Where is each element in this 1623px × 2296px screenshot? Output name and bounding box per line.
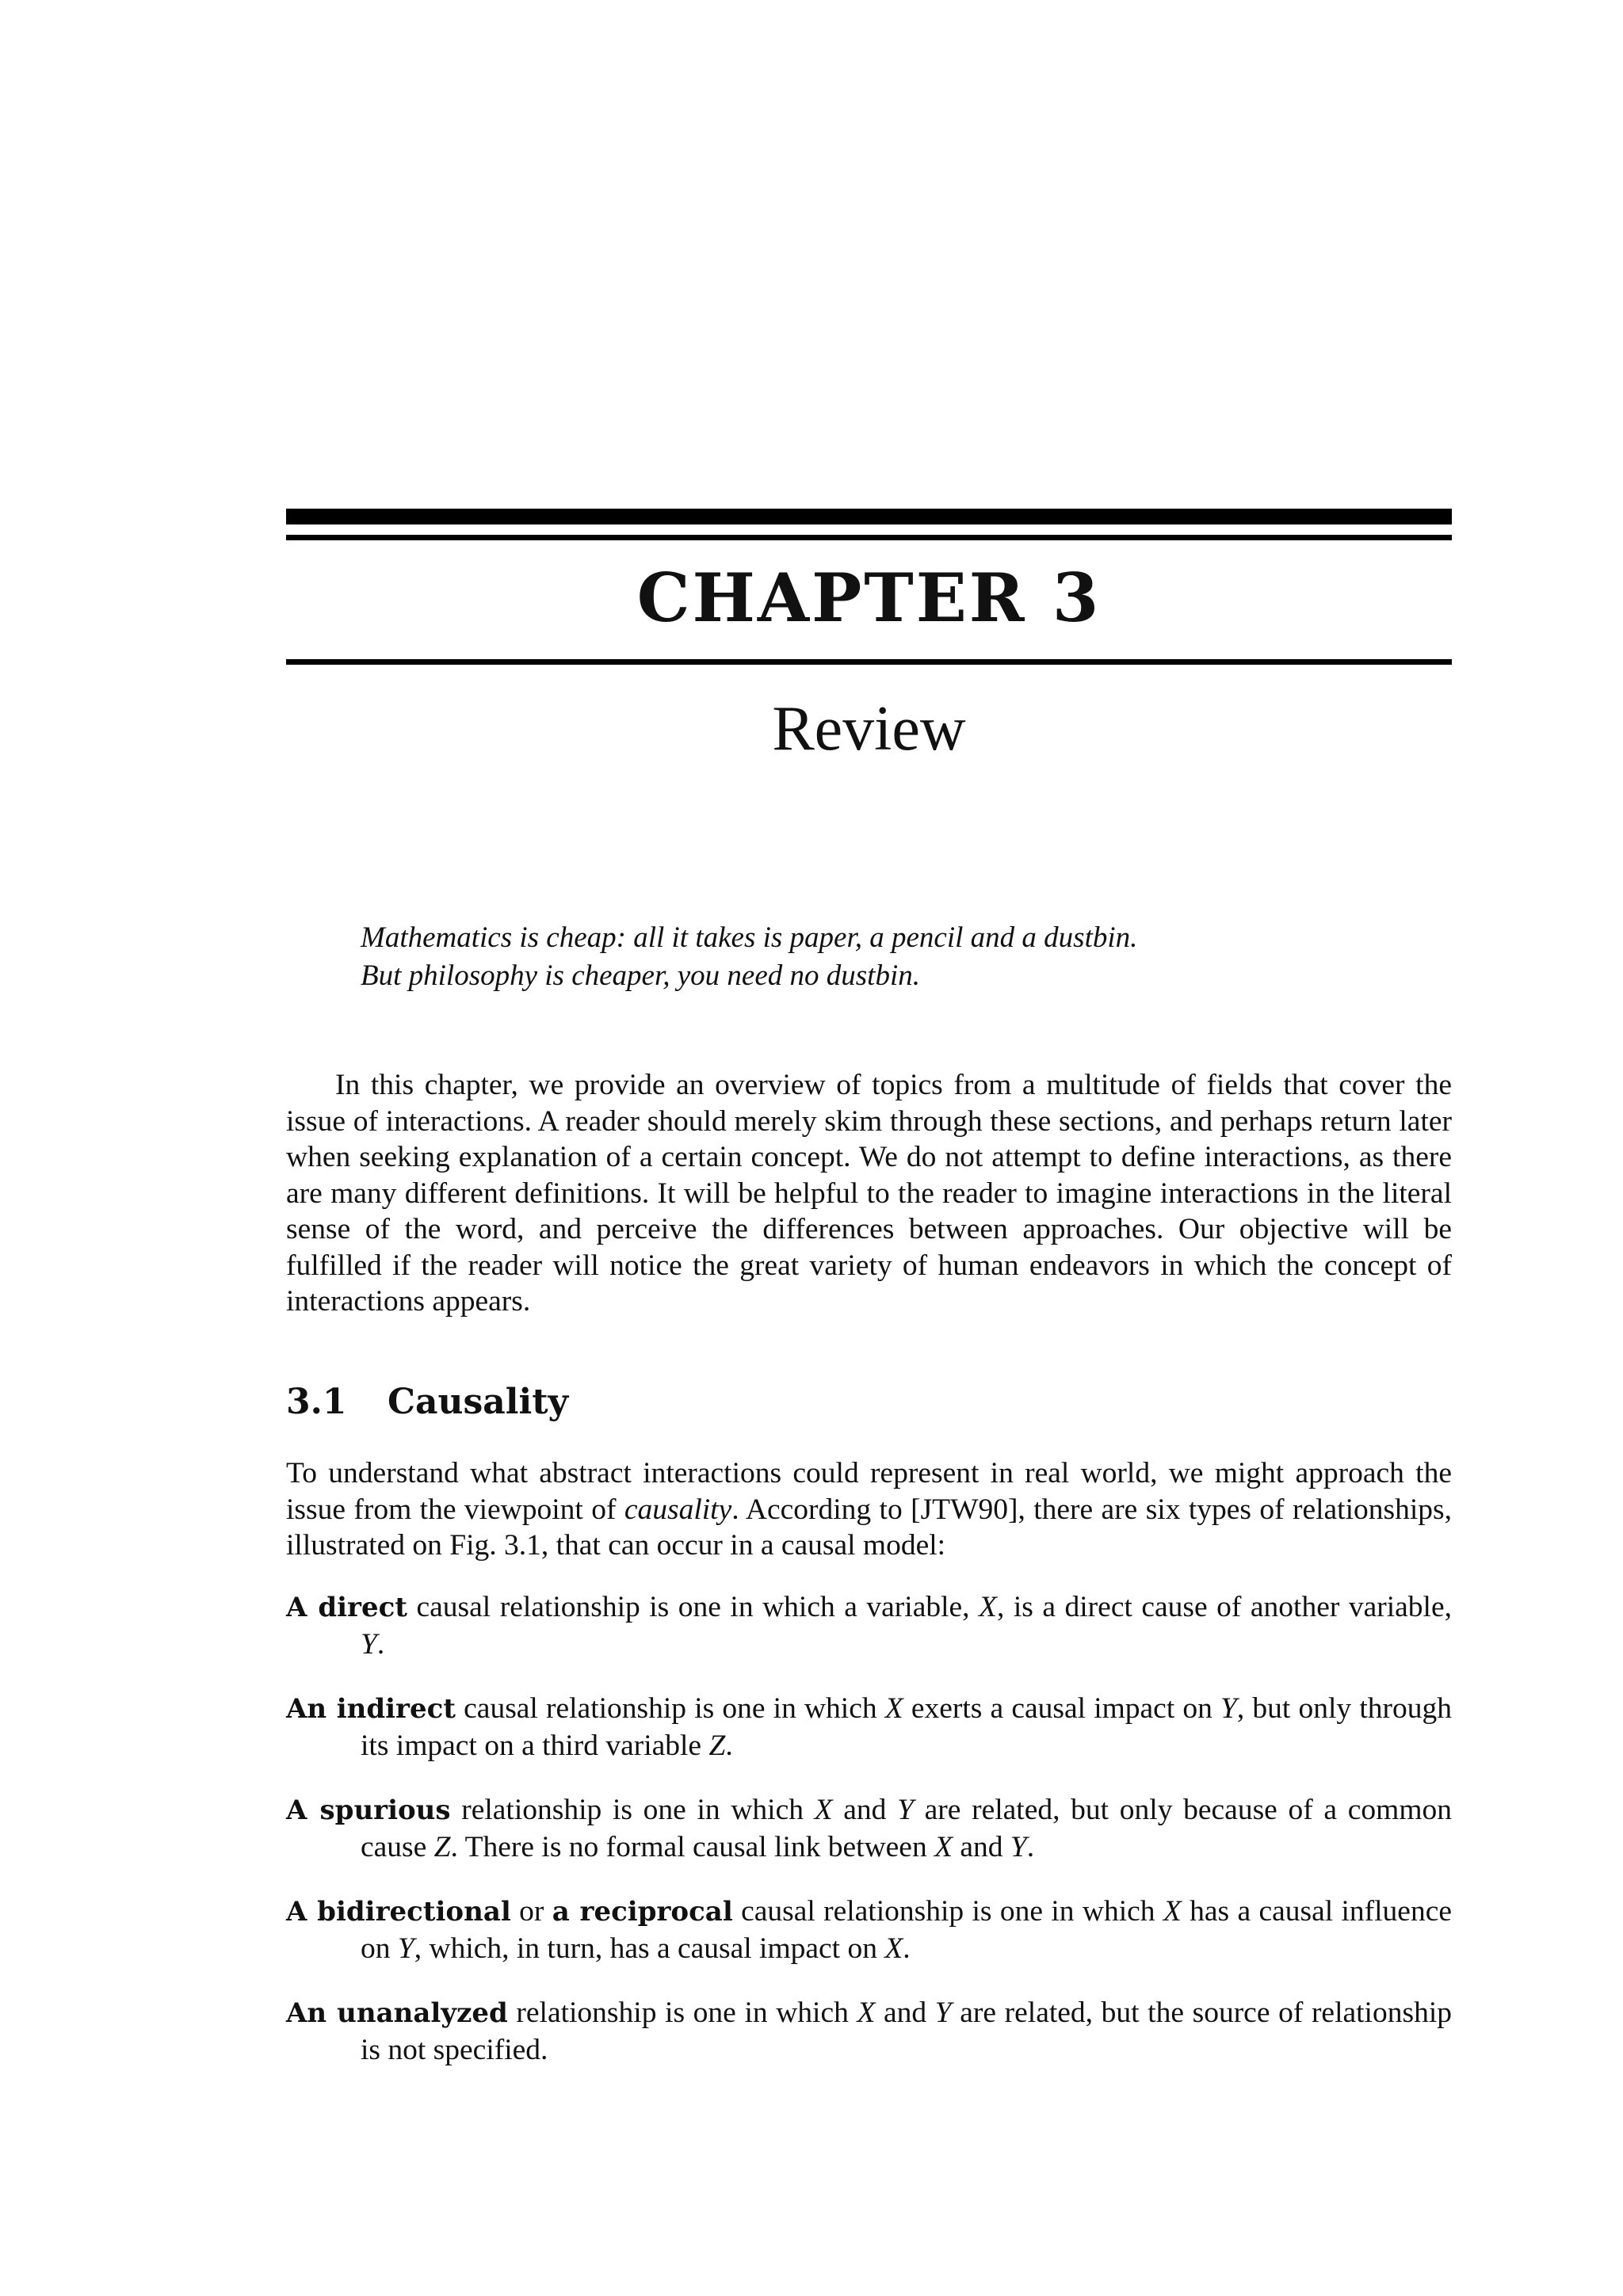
definition-item — [286, 1589, 1452, 1662]
definition-item — [286, 1995, 1452, 2068]
math-variable: X — [934, 1830, 953, 1863]
intro-paragraph: In this chapter, we provide an overview of topics from a multitude of fields that cover the issue of interactions. A reader should merely skim through these sections, and perhaps return later when seeking explanation of a certain concept. We do not attempt to define interactions, as there are many different definitions. It will be helpful to the reader to imagine interactions in the literal sense of the word, and perceive the differences between approaches. Our objective will be fulfilled if the reader will notice the great variety of human endeavors in which the concept of interactions appears. — [286, 1069, 1452, 1318]
paragraph-text: . According to [JTW90], there are six types of relationships, illustrated on Fig. 3.1, that can occur in a causal model: — [286, 1493, 1453, 1562]
definition-text: relationship is one in which X and Y are related, but only because of a common cause Z. There is no formal causal link between X and Y. — [361, 1794, 1452, 1863]
section-number: 3.1 — [286, 1382, 347, 1422]
math-variable: X — [857, 1997, 876, 2029]
math-variable: Y — [361, 1627, 377, 1661]
definition-text: relationship is one in which X and Y are related, but the source of relationship is not specified. — [361, 1997, 1452, 2066]
math-variable: X — [1163, 1895, 1182, 1928]
definition-term: A spurious — [286, 1794, 451, 1826]
math-variable: Z — [433, 1830, 451, 1863]
epigraph — [361, 919, 1391, 995]
math-variable: X — [884, 1932, 903, 1965]
definition-item — [286, 1691, 1452, 1764]
definition-text: causal relationship is one in which a variable, X, is a direct cause of another variable, Y. — [361, 1591, 1452, 1661]
definition-term: a reciprocal — [552, 1896, 733, 1928]
definition-item — [286, 1894, 1452, 1966]
math-variable: X — [884, 1692, 903, 1725]
math-variable: Z — [708, 1729, 726, 1762]
chapter-title: Review — [772, 694, 966, 764]
definition-text: causal relationship is one in which X has a causal influence on Y, which, in turn, has a causal impact on X. — [361, 1895, 1452, 1965]
chapter-bottom-rule — [286, 659, 1452, 665]
math-variable: Y — [1220, 1692, 1237, 1725]
math-variable: Y — [1010, 1830, 1027, 1863]
emphasized-term: causality — [624, 1493, 732, 1526]
math-variable: Y — [397, 1932, 414, 1965]
definition-term: An indirect — [286, 1693, 456, 1725]
chapter-top-thin-rule — [286, 535, 1452, 540]
definition-item — [286, 1792, 1452, 1865]
math-variable: Y — [934, 1997, 952, 2029]
paragraph-text: To understand what abstract interactions could represent in real world, we might approach the issue from the viewpoint of — [286, 1457, 1452, 1526]
section-heading — [286, 1379, 1452, 1426]
definition-text: causal relationship is one in which X exerts a causal impact on Y, but only through its impact on a third variable Z. — [361, 1692, 1452, 1762]
chapter-label: CHAPTER 3 — [636, 559, 1102, 637]
math-variable: X — [814, 1794, 833, 1826]
definition-term: A bidirectional — [286, 1896, 511, 1928]
section-title: Causality — [388, 1382, 569, 1422]
math-variable: Y — [897, 1794, 914, 1826]
epigraph-line: But philosophy is cheaper, you need no dustbin. — [361, 959, 920, 992]
relationship-definition-list — [286, 1589, 1452, 2096]
definition-term: A direct — [286, 1592, 407, 1623]
definition-term: An unanalyzed — [286, 1997, 508, 2029]
math-variable: X — [979, 1591, 997, 1623]
chapter-top-thick-rule — [286, 509, 1452, 524]
epigraph-line: Mathematics is cheap: all it takes is paper, a pencil and a dustbin. — [361, 921, 1138, 954]
causality-paragraph — [286, 1455, 1452, 1564]
definition-connector: or — [510, 1895, 552, 1928]
